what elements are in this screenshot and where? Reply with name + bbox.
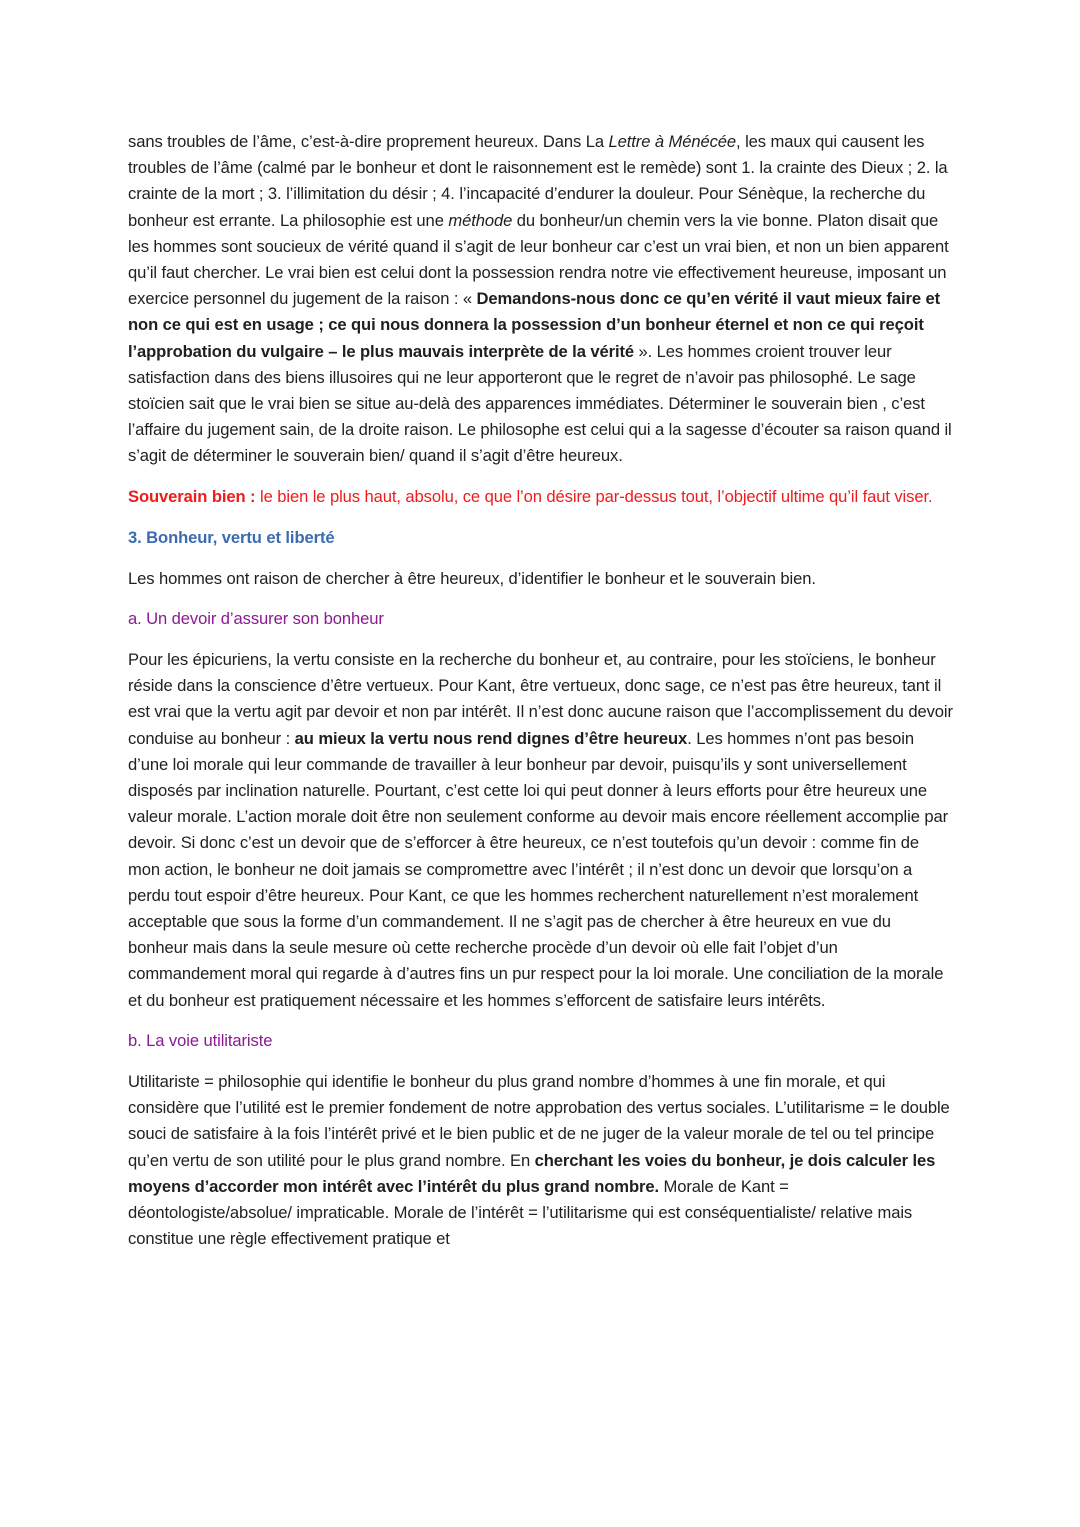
text-segment: ». Les hommes croient trouver leur satisfaction dans des biens illusoires qui ne leur apporteront que le regret de n’avoir pas philosophé. Le sage stoïcien sait que le vrai bien se situe au-delà des apparences immédiates. Déterminer le souverain bien , c’est l’affaire du jugement sain, de la droite raison. Le philosophe est celui qui a la sagesse d’écouter sa raison quand il s’agit de déterminer le souverain bien/ quand il s’agit d’être heureux. xyxy=(128,341,952,466)
text-segment: Pour les épicuriens, la vertu consiste en la recherche du bonheur et, au contraire, pour les stoïciens, le bonheur réside dans la conscience d’être vertueux. Pour Kant, être vertueux, donc sage, ce n’est pas être heureux, tant il est vrai que la vertu agit par devoir et non par intérêt. Il n’est donc aucune raison que l’accomplissement du devoir conduise au bonheur : xyxy=(128,649,953,748)
text-segment: Morale de Kant = déontologiste/absolue/ impraticable. Morale de l’intérêt = l’utilitarisme qui est conséquentialiste/ relative mais constitue une règle effectivement pratique et xyxy=(128,1176,913,1249)
paragraph-utilitarisme xyxy=(128,1069,954,1252)
document-page xyxy=(128,129,954,1267)
italic-term: méthode xyxy=(448,210,513,230)
section-intro: Les hommes ont raison de chercher à être heureux, d’identifier le bonheur et le souverain bien. xyxy=(128,568,816,588)
bold-emphasis: au mieux la vertu nous rend dignes d’être heureux xyxy=(294,728,688,748)
bold-quote: Demandons-nous donc ce qu’en vérité il vaut mieux faire et non ce qui est en usage ; ce qui nous donnera la possession d’un bonheur éternel et non ce qui reçoit l’approbation du vulgaire – le plus mauvais interprète de la vérité xyxy=(128,289,941,361)
subsection-heading-a: a. Un devoir d’assurer son bonheur xyxy=(128,609,384,629)
text-segment: du bonheur/un chemin vers la vie bonne. Platon disait que les hommes sont soucieux de vérité quand il s’agit de leur bonheur car c’est un vrai bien, et non un bien apparent qu’il faut chercher. Le vrai bien est celui dont la possession rendra notre vie effectivement heureuse, imposant un exercice personnel du jugement de la raison : « xyxy=(128,210,949,309)
definition-term: Souverain bien : xyxy=(128,487,256,507)
bold-emphasis: cherchant les voies du bonheur, je dois calculer les moyens d’accorder mon intérêt avec l’intérêt du plus grand nombre. xyxy=(128,1150,936,1196)
paragraph-devoir-bonheur xyxy=(128,647,954,1014)
text-segment: , les maux qui causent les troubles de l’âme (calmé par le bonheur et dont le raisonnement est le remède) sont 1. la crainte des Dieux ; 2. la crainte de la mort ; 3. l’illimitation du désir ; 4. l’incapacité d’endurer la douleur. Pour Sénèque, la recherche du bonheur est errante. La philosophie est une xyxy=(128,132,948,230)
paragraph-philosophy-happiness xyxy=(128,129,954,470)
definition-souverain-bien xyxy=(128,484,954,510)
subsection-heading-b: b. La voie utilitariste xyxy=(128,1031,273,1051)
section-heading: 3. Bonheur, vertu et liberté xyxy=(128,527,335,547)
text-segment: Utilitariste = philosophie qui identifie le bonheur du plus grand nombre d’hommes à une fin morale, et qui considère que l’utilité est le premier fondement de notre approbation des vertus sociales. L’utilitarisme = le double souci de satisfaire à la fois l’intérêt privé et le bien public et de ne juger de la valeur morale de tel ou tel principe qu’en vertu de son utilité pour le plus grand nombre. En xyxy=(128,1072,950,1170)
italic-book-title: Lettre à Ménécée xyxy=(608,132,737,151)
text-segment: sans troubles de l’âme, c’est-à-dire proprement heureux. Dans La xyxy=(128,132,609,151)
definition-text: le bien le plus haut, absolu, ce que l’on désire par-dessus tout, l’objectif ultime qu’il faut viser. xyxy=(255,487,933,507)
text-segment: . Les hommes n’ont pas besoin d’une loi morale qui leur commande de travailler à leur bonheur par devoir, puisqu’ils y sont universellement disposés par inclination naturelle. Pourtant, c’est cette loi qui peut donner à leurs efforts pour être heureux une valeur morale. L’action morale doit être non seulement conforme au devoir mais encore réellement accomplie par devoir. Si donc c’est un devoir que de s’efforcer à être heureux, ce n’est toutefois qu’un devoir : comme fin de mon action, le bonheur ne doit jamais se compromettre avec l’intérêt ; il n’est donc un devoir que lorsqu’on a perdu tout espoir d’être heureux. Pour Kant, ce que les hommes recherchent naturellement n’est moralement acceptable que sous la forme d’un commandement. Il ne s’agit pas de chercher à être heureux en vue du bonheur mais dans la seule mesure où cette recherche procède d’un devoir où elle fait l’objet d’un commandement moral qui regarde à d’autres fins un pur respect pour la loi morale. Une conciliation de la morale et du bonheur est pratiquement nécessaire et les hommes s’efforcent de satisfaire leurs intérêts. xyxy=(128,728,949,1010)
